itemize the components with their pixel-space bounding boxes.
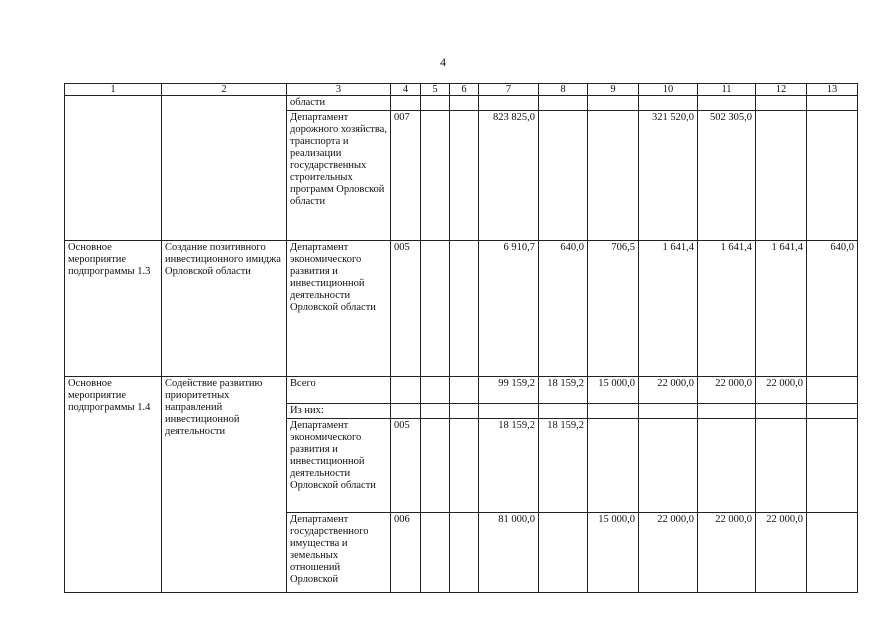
header-cell: 13: [807, 84, 858, 96]
table-cell: [450, 111, 479, 241]
header-cell: 6: [450, 84, 479, 96]
table-cell: [756, 96, 807, 111]
value-cell: 15 000,0: [588, 377, 639, 404]
table-cell: [698, 96, 756, 111]
executor-cell: области: [287, 96, 391, 111]
table-cell: [479, 404, 539, 419]
value-cell: 6 910,7: [479, 241, 539, 377]
activity-cell: Основное мероприятие подпрограммы 1.4: [65, 377, 162, 593]
header-cell: 3: [287, 84, 391, 96]
value-cell: 1 641,4: [639, 241, 698, 377]
value-cell: 15 000,0: [588, 513, 639, 593]
table-cell: [639, 404, 698, 419]
value-cell: 18 159,2: [539, 377, 588, 404]
table-cell: [162, 96, 287, 241]
value-cell: [807, 111, 858, 241]
value-cell: 502 305,0: [698, 111, 756, 241]
table-cell: [391, 404, 421, 419]
table-cell: [450, 241, 479, 377]
value-cell: [807, 377, 858, 404]
executor-cell: Из них:: [287, 404, 391, 419]
code-cell: 007: [391, 111, 421, 241]
value-cell: 22 000,0: [756, 513, 807, 593]
activity-name-cell: Содействие развитию приоритетных направлений инвестиционной деятельности: [162, 377, 287, 593]
table-cell: [756, 404, 807, 419]
header-cell: 2: [162, 84, 287, 96]
table-cell: [421, 96, 450, 111]
value-cell: [588, 419, 639, 513]
value-cell: [539, 513, 588, 593]
code-cell: 005: [391, 241, 421, 377]
table-cell: [450, 404, 479, 419]
table-cell: [421, 241, 450, 377]
table-row: [65, 241, 858, 377]
value-cell: [756, 419, 807, 513]
table-cell: [65, 96, 162, 241]
table-cell: [698, 404, 756, 419]
header-cell: 4: [391, 84, 421, 96]
value-cell: 18 159,2: [479, 419, 539, 513]
value-cell: 823 825,0: [479, 111, 539, 241]
value-cell: 640,0: [539, 241, 588, 377]
table-cell: [421, 111, 450, 241]
activity-name-cell: Создание позитивного инвестиционного имиджа Орловской области: [162, 241, 287, 377]
page-number: 4: [440, 55, 446, 69]
value-cell: 22 000,0: [698, 513, 756, 593]
value-cell: 1 641,4: [756, 241, 807, 377]
header-cell: 9: [588, 84, 639, 96]
table-cell: [588, 404, 639, 419]
table-cell: [639, 96, 698, 111]
executor-cell: Департамент дорожного хозяйства, транспорта и реализации государственных строительных программ Орловской области: [287, 111, 391, 241]
table-cell: [450, 96, 479, 111]
value-cell: 22 000,0: [639, 513, 698, 593]
executor-cell: Департамент экономического развития и инвестиционной деятельности Орловской области: [287, 241, 391, 377]
value-cell: [807, 419, 858, 513]
table-cell: [807, 404, 858, 419]
header-cell: 12: [756, 84, 807, 96]
value-cell: [807, 513, 858, 593]
value-cell: [756, 111, 807, 241]
value-cell: [698, 419, 756, 513]
value-cell: [588, 111, 639, 241]
header-cell: 7: [479, 84, 539, 96]
value-cell: 99 159,2: [479, 377, 539, 404]
header-cell: 10: [639, 84, 698, 96]
table-cell: [539, 404, 588, 419]
header-cell: 11: [698, 84, 756, 96]
table-cell: [421, 404, 450, 419]
value-cell: 321 520,0: [639, 111, 698, 241]
header-cell: 8: [539, 84, 588, 96]
header-cell: 5: [421, 84, 450, 96]
table-cell: [479, 96, 539, 111]
code-cell: 006: [391, 513, 421, 593]
executor-cell: Всего: [287, 377, 391, 404]
value-cell: 22 000,0: [756, 377, 807, 404]
table-row: [65, 377, 858, 404]
table-cell: [421, 419, 450, 513]
value-cell: 706,5: [588, 241, 639, 377]
value-cell: 22 000,0: [698, 377, 756, 404]
value-cell: 81 000,0: [479, 513, 539, 593]
budget-table: [64, 83, 858, 593]
table-cell: [450, 419, 479, 513]
value-cell: [539, 111, 588, 241]
executor-cell: Департамент экономического развития и инвестиционной деятельности Орловской области: [287, 419, 391, 513]
value-cell: 640,0: [807, 241, 858, 377]
value-cell: 1 641,4: [698, 241, 756, 377]
table-row: [65, 96, 858, 111]
table-cell: [807, 96, 858, 111]
executor-cell: Департамент государственного имущества и земельных отношений Орловской: [287, 513, 391, 593]
header-row: [65, 84, 858, 96]
table-cell: [391, 96, 421, 111]
value-cell: 22 000,0: [639, 377, 698, 404]
value-cell: 18 159,2: [539, 419, 588, 513]
table-cell: [450, 377, 479, 404]
table-cell: [539, 96, 588, 111]
activity-cell: Основное мероприятие подпрограммы 1.3: [65, 241, 162, 377]
code-cell: [391, 377, 421, 404]
table-cell: [588, 96, 639, 111]
value-cell: [639, 419, 698, 513]
header-cell: 1: [65, 84, 162, 96]
table-cell: [450, 513, 479, 593]
code-cell: 005: [391, 419, 421, 513]
table-cell: [421, 513, 450, 593]
table-cell: [421, 377, 450, 404]
